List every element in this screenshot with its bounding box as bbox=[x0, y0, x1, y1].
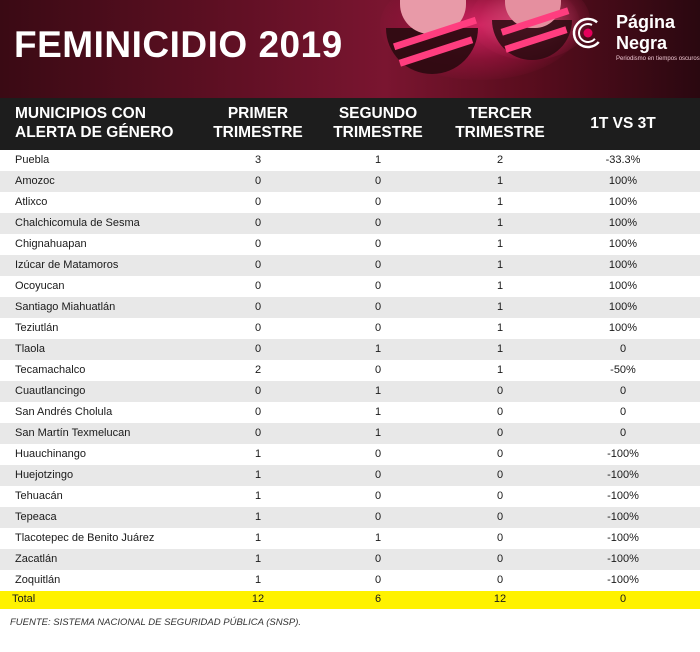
cell-1t-vs-3t: 0 bbox=[619, 385, 627, 397]
cell-municipio: Tepeaca bbox=[15, 511, 57, 523]
cell-tercer-trimestre: 0 bbox=[496, 469, 504, 481]
table-row bbox=[0, 465, 700, 486]
cell-primer-trimestre: 0 bbox=[254, 217, 262, 229]
cell-primer-trimestre: 1 bbox=[254, 574, 262, 586]
cell-municipio: Izúcar de Matamoros bbox=[15, 259, 119, 271]
cell-primer-trimestre: 0 bbox=[254, 238, 262, 250]
cell-primer-trimestre: 0 bbox=[254, 343, 262, 355]
cell-tercer-trimestre: 0 bbox=[496, 511, 504, 523]
cell-segundo-trimestre: 0 bbox=[374, 301, 382, 313]
cell-municipio: Santiago Miahuatlán bbox=[15, 301, 116, 313]
cell-tercer-trimestre: 1 bbox=[496, 196, 504, 208]
cell-segundo-trimestre: 1 bbox=[374, 343, 382, 355]
cell-primer-trimestre: 1 bbox=[254, 469, 262, 481]
total-row bbox=[0, 591, 700, 609]
column-header-primer-trimestre bbox=[198, 104, 318, 142]
header-banner bbox=[0, 0, 700, 98]
logo-name-line1: Página bbox=[616, 12, 676, 32]
cell-segundo-trimestre: 0 bbox=[374, 280, 382, 292]
cell-1t-vs-3t: -100% bbox=[607, 469, 639, 481]
cell-tercer-trimestre: 2 bbox=[496, 154, 504, 166]
column-header-segundo-trimestre bbox=[318, 104, 438, 142]
cell-municipio: Teziutlán bbox=[15, 322, 59, 334]
cell-tercer-trimestre: 0 bbox=[496, 532, 504, 544]
cell-tercer-trimestre: 1 bbox=[496, 343, 504, 355]
table-row bbox=[0, 486, 700, 507]
cell-1t-vs-3t: -50% bbox=[610, 364, 636, 376]
cell-1t-vs-3t: 100% bbox=[608, 301, 638, 313]
total-t1: 12 bbox=[251, 593, 265, 605]
cell-municipio: Amozoc bbox=[15, 175, 55, 187]
cell-primer-trimestre: 1 bbox=[254, 511, 262, 523]
cell-tercer-trimestre: 0 bbox=[496, 553, 504, 565]
cell-segundo-trimestre: 0 bbox=[374, 511, 382, 523]
cell-municipio: San Martín Texmelucan bbox=[15, 427, 131, 439]
cell-tercer-trimestre: 0 bbox=[496, 448, 504, 460]
cell-segundo-trimestre: 0 bbox=[374, 259, 382, 271]
table-row bbox=[0, 381, 700, 402]
logo-tagline: Periodismo en tiempos oscuros bbox=[616, 56, 700, 62]
cell-tercer-trimestre: 0 bbox=[496, 385, 504, 397]
cell-1t-vs-3t: 100% bbox=[608, 217, 638, 229]
cell-tercer-trimestre: 0 bbox=[496, 574, 504, 586]
cell-tercer-trimestre: 1 bbox=[496, 364, 504, 376]
cell-tercer-trimestre: 1 bbox=[496, 259, 504, 271]
cell-primer-trimestre: 0 bbox=[254, 301, 262, 313]
cell-municipio: Tecamachalco bbox=[15, 364, 86, 376]
cell-1t-vs-3t: 100% bbox=[608, 196, 638, 208]
logo-icon bbox=[572, 17, 604, 49]
cell-municipio: San Andrés Cholula bbox=[15, 406, 113, 418]
column-header-line: TRIMESTRE bbox=[333, 124, 423, 141]
table-row bbox=[0, 276, 700, 297]
cell-segundo-trimestre: 0 bbox=[374, 448, 382, 460]
cell-municipio: Cuautlancingo bbox=[15, 385, 86, 397]
table-row bbox=[0, 507, 700, 528]
cell-1t-vs-3t: -100% bbox=[607, 511, 639, 523]
cell-municipio: Chignahuapan bbox=[15, 238, 87, 250]
cell-municipio: Zoquitlán bbox=[15, 574, 61, 586]
column-header-line: 1T VS 3T bbox=[590, 115, 656, 132]
cell-1t-vs-3t: 100% bbox=[608, 175, 638, 187]
table-row bbox=[0, 423, 700, 444]
cell-1t-vs-3t: 100% bbox=[608, 322, 638, 334]
cell-1t-vs-3t: -33.3% bbox=[605, 154, 641, 166]
cell-1t-vs-3t: 100% bbox=[608, 238, 638, 250]
cell-segundo-trimestre: 0 bbox=[374, 238, 382, 250]
cell-tercer-trimestre: 1 bbox=[496, 322, 504, 334]
cell-segundo-trimestre: 0 bbox=[374, 196, 382, 208]
cell-segundo-trimestre: 1 bbox=[374, 427, 382, 439]
page-title: FEMINICIDIO 2019 bbox=[14, 24, 343, 65]
cell-segundo-trimestre: 1 bbox=[374, 154, 382, 166]
table-header bbox=[0, 98, 700, 150]
column-header-municipio bbox=[15, 104, 173, 142]
cell-segundo-trimestre: 0 bbox=[374, 469, 382, 481]
table-row bbox=[0, 255, 700, 276]
source-note: FUENTE: SISTEMA NACIONAL DE SEGURIDAD PÚBLICA (SNSP). bbox=[10, 617, 302, 628]
cell-1t-vs-3t: -100% bbox=[607, 532, 639, 544]
column-header-line: TRIMESTRE bbox=[213, 124, 303, 141]
column-header-line: TRIMESTRE bbox=[455, 124, 545, 141]
pagina-negra-logo bbox=[572, 12, 700, 67]
cell-segundo-trimestre: 0 bbox=[374, 490, 382, 502]
table-row bbox=[0, 234, 700, 255]
column-header-line: SEGUNDO bbox=[338, 105, 418, 122]
cell-municipio: Atlixco bbox=[15, 196, 48, 208]
cell-1t-vs-3t: 100% bbox=[608, 259, 638, 271]
cell-municipio: Ocoyucan bbox=[15, 280, 65, 292]
total-t3: 12 bbox=[493, 593, 507, 605]
logo-name-line2: Negra bbox=[616, 33, 668, 53]
cell-segundo-trimestre: 0 bbox=[374, 217, 382, 229]
cell-tercer-trimestre: 0 bbox=[496, 490, 504, 502]
cell-tercer-trimestre: 1 bbox=[496, 217, 504, 229]
column-header-line: PRIMER bbox=[227, 105, 289, 122]
table-row bbox=[0, 549, 700, 570]
cell-primer-trimestre: 1 bbox=[254, 553, 262, 565]
column-header-line: MUNICIPIOS CON bbox=[15, 105, 146, 122]
cell-municipio: Puebla bbox=[15, 154, 50, 166]
cell-segundo-trimestre: 0 bbox=[374, 553, 382, 565]
cell-primer-trimestre: 0 bbox=[254, 385, 262, 397]
cell-primer-trimestre: 1 bbox=[254, 532, 262, 544]
cell-segundo-trimestre: 0 bbox=[374, 175, 382, 187]
cell-municipio: Zacatlán bbox=[15, 553, 58, 565]
cell-primer-trimestre: 0 bbox=[254, 406, 262, 418]
table-row bbox=[0, 318, 700, 339]
cell-primer-trimestre: 1 bbox=[254, 448, 262, 460]
cell-primer-trimestre: 0 bbox=[254, 427, 262, 439]
column-header-1t-vs-3t bbox=[563, 114, 683, 133]
table-row bbox=[0, 528, 700, 549]
cell-1t-vs-3t: 100% bbox=[608, 280, 638, 292]
cell-primer-trimestre: 0 bbox=[254, 196, 262, 208]
cell-municipio: Tlacotepec de Benito Juárez bbox=[15, 532, 155, 544]
cell-tercer-trimestre: 1 bbox=[496, 238, 504, 250]
table-body bbox=[0, 150, 700, 591]
cell-primer-trimestre: 0 bbox=[254, 175, 262, 187]
column-header-line: TERCER bbox=[468, 105, 532, 122]
cell-municipio: Tehuacán bbox=[15, 490, 63, 502]
cell-tercer-trimestre: 1 bbox=[496, 175, 504, 187]
cell-tercer-trimestre: 1 bbox=[496, 301, 504, 313]
cell-segundo-trimestre: 0 bbox=[374, 322, 382, 334]
cell-tercer-trimestre: 0 bbox=[496, 406, 504, 418]
cell-municipio: Huejotzingo bbox=[15, 469, 74, 481]
table-row bbox=[0, 444, 700, 465]
table-row bbox=[0, 402, 700, 423]
cell-1t-vs-3t: 0 bbox=[619, 427, 627, 439]
cell-segundo-trimestre: 1 bbox=[374, 532, 382, 544]
total-cmp: 0 bbox=[619, 593, 627, 605]
cell-municipio: Tlaola bbox=[15, 343, 45, 355]
cell-primer-trimestre: 2 bbox=[254, 364, 262, 376]
total-label: Total bbox=[12, 593, 36, 605]
cell-segundo-trimestre: 1 bbox=[374, 385, 382, 397]
cell-primer-trimestre: 3 bbox=[254, 154, 262, 166]
cell-1t-vs-3t: -100% bbox=[607, 490, 639, 502]
cell-1t-vs-3t: -100% bbox=[607, 553, 639, 565]
table-row bbox=[0, 570, 700, 591]
cell-segundo-trimestre: 0 bbox=[374, 574, 382, 586]
cell-primer-trimestre: 1 bbox=[254, 490, 262, 502]
cell-1t-vs-3t: 0 bbox=[619, 343, 627, 355]
table-row bbox=[0, 213, 700, 234]
cell-primer-trimestre: 0 bbox=[254, 259, 262, 271]
cell-tercer-trimestre: 0 bbox=[496, 427, 504, 439]
column-header-tercer-trimestre bbox=[440, 104, 560, 142]
table-row bbox=[0, 192, 700, 213]
table-row bbox=[0, 150, 700, 171]
cell-1t-vs-3t: -100% bbox=[607, 574, 639, 586]
cell-municipio: Huauchinango bbox=[15, 448, 86, 460]
cell-1t-vs-3t: -100% bbox=[607, 448, 639, 460]
cell-primer-trimestre: 0 bbox=[254, 322, 262, 334]
cell-primer-trimestre: 0 bbox=[254, 280, 262, 292]
cell-1t-vs-3t: 0 bbox=[619, 406, 627, 418]
cell-segundo-trimestre: 1 bbox=[374, 406, 382, 418]
table-row bbox=[0, 297, 700, 318]
total-t2: 6 bbox=[374, 593, 382, 605]
cell-municipio: Chalchicomula de Sesma bbox=[15, 217, 140, 229]
column-header-line: ALERTA DE GÉNERO bbox=[15, 124, 174, 141]
cell-segundo-trimestre: 0 bbox=[374, 364, 382, 376]
table-row bbox=[0, 360, 700, 381]
cell-tercer-trimestre: 1 bbox=[496, 280, 504, 292]
table-row bbox=[0, 171, 700, 192]
table-row bbox=[0, 339, 700, 360]
